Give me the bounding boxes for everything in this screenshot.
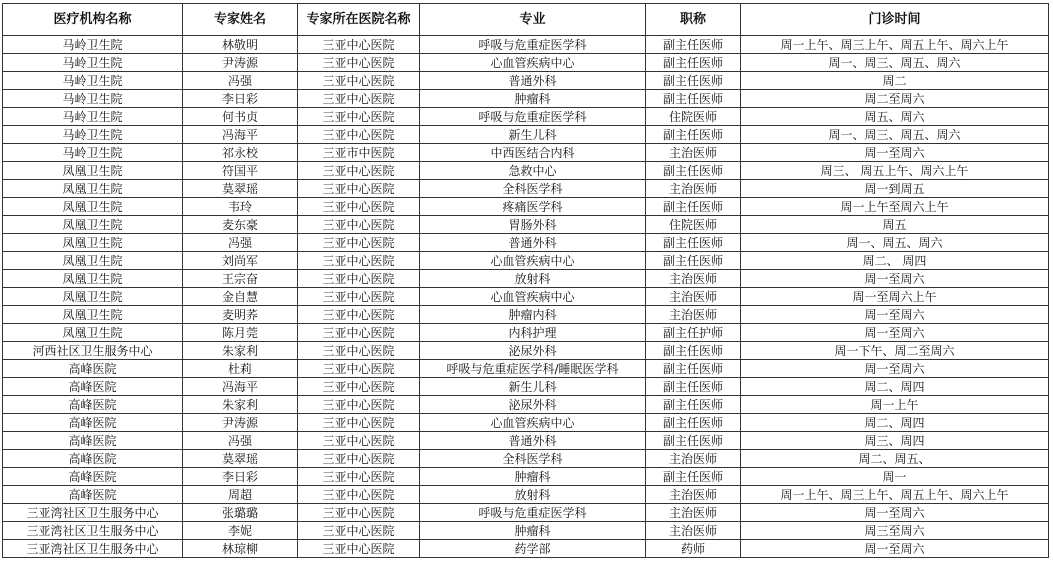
expert-name-cell: 麦东豪 <box>183 216 298 234</box>
table-row <box>3 180 1049 198</box>
clinic-hours-cell: 周三至周六 <box>741 522 1049 540</box>
table-row <box>3 90 1049 108</box>
specialty-cell: 药学部 <box>420 540 646 558</box>
specialty-cell: 呼吸与危重症医学科/睡眠医学科 <box>420 360 646 378</box>
clinic-hours-cell: 周一至周六 <box>741 504 1049 522</box>
specialty-cell: 泌尿外科 <box>420 396 646 414</box>
specialty-cell: 呼吸与危重症医学科 <box>420 504 646 522</box>
hospital-cell: 三亚中心医院 <box>298 342 420 360</box>
expert-name-cell: 冯海平 <box>183 378 298 396</box>
title-cell: 主治医师 <box>646 288 741 306</box>
table-row <box>3 216 1049 234</box>
clinic-hours-cell: 周三、周四 <box>741 432 1049 450</box>
title-cell: 主治医师 <box>646 450 741 468</box>
institution-cell: 马岭卫生院 <box>3 54 183 72</box>
specialty-cell: 心血管疾病中心 <box>420 252 646 270</box>
table-row <box>3 198 1049 216</box>
expert-name-cell: 莫翠瑶 <box>183 450 298 468</box>
specialty-cell: 普通外科 <box>420 72 646 90</box>
hospital-cell: 三亚中心医院 <box>298 468 420 486</box>
specialty-cell: 肿瘤科 <box>420 90 646 108</box>
expert-name-cell: 陈月莞 <box>183 324 298 342</box>
institution-cell: 三亚湾社区卫生服务中心 <box>3 540 183 558</box>
title-cell: 副主任医师 <box>646 360 741 378</box>
institution-cell: 高峰医院 <box>3 450 183 468</box>
clinic-hours-cell: 周一、周三、周五、周六 <box>741 54 1049 72</box>
hospital-cell: 三亚中心医院 <box>298 180 420 198</box>
title-cell: 主治医师 <box>646 486 741 504</box>
title-cell: 副主任医师 <box>646 252 741 270</box>
institution-cell: 高峰医院 <box>3 468 183 486</box>
institution-cell: 三亚湾社区卫生服务中心 <box>3 504 183 522</box>
expert-name-cell: 杜莉 <box>183 360 298 378</box>
title-cell: 副主任医师 <box>646 468 741 486</box>
table-row <box>3 54 1049 72</box>
expert-name-cell: 尹涛源 <box>183 414 298 432</box>
hospital-cell: 三亚中心医院 <box>298 306 420 324</box>
specialty-cell: 呼吸与危重症医学科 <box>420 36 646 54</box>
expert-name-cell: 李妮 <box>183 522 298 540</box>
specialty-cell: 疼痛医学科 <box>420 198 646 216</box>
institution-cell: 马岭卫生院 <box>3 72 183 90</box>
table-row <box>3 504 1049 522</box>
table-row <box>3 252 1049 270</box>
title-cell: 副主任医师 <box>646 414 741 432</box>
clinic-hours-cell: 周二 <box>741 72 1049 90</box>
table-body <box>3 36 1049 558</box>
institution-cell: 凤凰卫生院 <box>3 270 183 288</box>
title-cell: 药师 <box>646 540 741 558</box>
clinic-hours-cell: 周一 <box>741 468 1049 486</box>
title-cell: 主治医师 <box>646 144 741 162</box>
clinic-hours-cell: 周一至周六 <box>741 324 1049 342</box>
table-row <box>3 72 1049 90</box>
specialty-cell: 呼吸与危重症医学科 <box>420 108 646 126</box>
title-cell: 副主任医师 <box>646 378 741 396</box>
institution-cell: 三亚湾社区卫生服务中心 <box>3 522 183 540</box>
institution-cell: 河西社区卫生服务中心 <box>3 342 183 360</box>
clinic-hours-cell: 周三、 周五上午、周六上午 <box>741 162 1049 180</box>
column-header-clinic-hours: 门诊时间 <box>741 4 1049 36</box>
clinic-hours-cell: 周一至周六 <box>741 540 1049 558</box>
clinic-hours-cell: 周一、周五、周六 <box>741 234 1049 252</box>
title-cell: 副主任医师 <box>646 126 741 144</box>
specialty-cell: 新生儿科 <box>420 126 646 144</box>
clinic-hours-cell: 周二、 周四 <box>741 252 1049 270</box>
institution-cell: 马岭卫生院 <box>3 126 183 144</box>
clinic-hours-cell: 周二至周六 <box>741 90 1049 108</box>
specialty-cell: 放射科 <box>420 270 646 288</box>
clinic-hours-cell: 周一、周三、周五、周六 <box>741 126 1049 144</box>
clinic-hours-cell: 周一至周六上午 <box>741 288 1049 306</box>
specialty-cell: 新生儿科 <box>420 378 646 396</box>
institution-cell: 凤凰卫生院 <box>3 252 183 270</box>
hospital-cell: 三亚中心医院 <box>298 108 420 126</box>
expert-name-cell: 朱家利 <box>183 342 298 360</box>
specialty-cell: 胃肠外科 <box>420 216 646 234</box>
title-cell: 主治医师 <box>646 180 741 198</box>
clinic-hours-cell: 周一至周六 <box>741 360 1049 378</box>
title-cell: 副主任医师 <box>646 396 741 414</box>
table-row <box>3 360 1049 378</box>
table-row <box>3 324 1049 342</box>
title-cell: 副主任医师 <box>646 342 741 360</box>
expert-name-cell: 林琼柳 <box>183 540 298 558</box>
column-header-title: 职称 <box>646 4 741 36</box>
table-row <box>3 540 1049 558</box>
hospital-cell: 三亚中心医院 <box>298 504 420 522</box>
expert-name-cell: 李日彩 <box>183 90 298 108</box>
clinic-hours-cell: 周一上午至周六上午 <box>741 198 1049 216</box>
column-header-institution: 医疗机构名称 <box>3 4 183 36</box>
table-row <box>3 162 1049 180</box>
institution-cell: 凤凰卫生院 <box>3 288 183 306</box>
hospital-cell: 三亚中心医院 <box>298 414 420 432</box>
column-header-specialty: 专业 <box>420 4 646 36</box>
hospital-cell: 三亚中心医院 <box>298 270 420 288</box>
hospital-cell: 三亚中心医院 <box>298 252 420 270</box>
institution-cell: 高峰医院 <box>3 396 183 414</box>
expert-name-cell: 朱家利 <box>183 396 298 414</box>
expert-name-cell: 莫翠瑶 <box>183 180 298 198</box>
title-cell: 副主任医师 <box>646 36 741 54</box>
specialty-cell: 心血管疾病中心 <box>420 54 646 72</box>
table-row <box>3 450 1049 468</box>
institution-cell: 马岭卫生院 <box>3 108 183 126</box>
hospital-cell: 三亚中心医院 <box>298 126 420 144</box>
hospital-cell: 三亚中心医院 <box>298 72 420 90</box>
specialty-cell: 普通外科 <box>420 432 646 450</box>
institution-cell: 凤凰卫生院 <box>3 198 183 216</box>
hospital-cell: 三亚中心医院 <box>298 54 420 72</box>
hospital-cell: 三亚中心医院 <box>298 450 420 468</box>
table-row <box>3 378 1049 396</box>
table-row <box>3 306 1049 324</box>
expert-name-cell: 麦明荞 <box>183 306 298 324</box>
table-row <box>3 234 1049 252</box>
clinic-hours-cell: 周二、周五、 <box>741 450 1049 468</box>
specialty-cell: 普通外科 <box>420 234 646 252</box>
clinic-schedule-table <box>2 3 1049 558</box>
table-row <box>3 432 1049 450</box>
title-cell: 副主任医师 <box>646 162 741 180</box>
table-row <box>3 486 1049 504</box>
hospital-cell: 三亚中心医院 <box>298 90 420 108</box>
title-cell: 副主任护师 <box>646 324 741 342</box>
hospital-cell: 三亚中心医院 <box>298 360 420 378</box>
table-row <box>3 342 1049 360</box>
institution-cell: 高峰医院 <box>3 360 183 378</box>
table-row <box>3 414 1049 432</box>
column-header-expert-hospital: 专家所在医院名称 <box>298 4 420 36</box>
specialty-cell: 全科医学科 <box>420 450 646 468</box>
expert-name-cell: 冯强 <box>183 432 298 450</box>
expert-name-cell: 刘尚军 <box>183 252 298 270</box>
title-cell: 住院医师 <box>646 216 741 234</box>
hospital-cell: 三亚中心医院 <box>298 522 420 540</box>
hospital-cell: 三亚中心医院 <box>298 36 420 54</box>
clinic-hours-cell: 周一上午 <box>741 396 1049 414</box>
clinic-hours-cell: 周一到周五 <box>741 180 1049 198</box>
title-cell: 主治医师 <box>646 522 741 540</box>
specialty-cell: 内科护理 <box>420 324 646 342</box>
institution-cell: 凤凰卫生院 <box>3 234 183 252</box>
hospital-cell: 三亚中心医院 <box>298 432 420 450</box>
table-row <box>3 396 1049 414</box>
header-row <box>3 4 1049 36</box>
clinic-hours-cell: 周一下午、周二至周六 <box>741 342 1049 360</box>
specialty-cell: 心血管疾病中心 <box>420 288 646 306</box>
specialty-cell: 肿瘤科 <box>420 468 646 486</box>
institution-cell: 马岭卫生院 <box>3 36 183 54</box>
table-row <box>3 468 1049 486</box>
title-cell: 副主任医师 <box>646 72 741 90</box>
expert-name-cell: 冯海平 <box>183 126 298 144</box>
institution-cell: 高峰医院 <box>3 414 183 432</box>
institution-cell: 高峰医院 <box>3 486 183 504</box>
clinic-hours-cell: 周一至周六 <box>741 270 1049 288</box>
expert-name-cell: 尹涛源 <box>183 54 298 72</box>
specialty-cell: 急救中心 <box>420 162 646 180</box>
title-cell: 副主任医师 <box>646 54 741 72</box>
table-row <box>3 36 1049 54</box>
clinic-hours-cell: 周一至周六 <box>741 306 1049 324</box>
hospital-cell: 三亚中心医院 <box>298 198 420 216</box>
institution-cell: 马岭卫生院 <box>3 144 183 162</box>
expert-name-cell: 祁永校 <box>183 144 298 162</box>
expert-name-cell: 韦玲 <box>183 198 298 216</box>
specialty-cell: 全科医学科 <box>420 180 646 198</box>
institution-cell: 凤凰卫生院 <box>3 162 183 180</box>
title-cell: 副主任医师 <box>646 198 741 216</box>
expert-name-cell: 张璐璐 <box>183 504 298 522</box>
expert-name-cell: 林敬明 <box>183 36 298 54</box>
hospital-cell: 三亚中心医院 <box>298 234 420 252</box>
clinic-hours-cell: 周一至周六 <box>741 144 1049 162</box>
institution-cell: 马岭卫生院 <box>3 90 183 108</box>
title-cell: 主治医师 <box>646 270 741 288</box>
title-cell: 主治医师 <box>646 504 741 522</box>
institution-cell: 高峰医院 <box>3 378 183 396</box>
table-row <box>3 522 1049 540</box>
hospital-cell: 三亚中心医院 <box>298 540 420 558</box>
expert-name-cell: 金自慧 <box>183 288 298 306</box>
table-row <box>3 288 1049 306</box>
expert-name-cell: 符国平 <box>183 162 298 180</box>
specialty-cell: 心血管疾病中心 <box>420 414 646 432</box>
institution-cell: 高峰医院 <box>3 432 183 450</box>
clinic-hours-cell: 周一上午、周三上午、周五上午、周六上午 <box>741 486 1049 504</box>
institution-cell: 凤凰卫生院 <box>3 216 183 234</box>
expert-name-cell: 周超 <box>183 486 298 504</box>
title-cell: 副主任医师 <box>646 90 741 108</box>
expert-name-cell: 何书贞 <box>183 108 298 126</box>
specialty-cell: 肿瘤科 <box>420 522 646 540</box>
institution-cell: 凤凰卫生院 <box>3 324 183 342</box>
expert-name-cell: 冯强 <box>183 234 298 252</box>
table-row <box>3 126 1049 144</box>
specialty-cell: 肿瘤内科 <box>420 306 646 324</box>
specialty-cell: 泌尿外科 <box>420 342 646 360</box>
institution-cell: 凤凰卫生院 <box>3 306 183 324</box>
title-cell: 主治医师 <box>646 306 741 324</box>
hospital-cell: 三亚中心医院 <box>298 486 420 504</box>
institution-cell: 凤凰卫生院 <box>3 180 183 198</box>
clinic-hours-cell: 周五 <box>741 216 1049 234</box>
hospital-cell: 三亚中心医院 <box>298 396 420 414</box>
hospital-cell: 三亚中心医院 <box>298 324 420 342</box>
hospital-cell: 三亚中心医院 <box>298 378 420 396</box>
clinic-hours-cell: 周二、周四 <box>741 378 1049 396</box>
hospital-cell: 三亚市中医院 <box>298 144 420 162</box>
hospital-cell: 三亚中心医院 <box>298 216 420 234</box>
specialty-cell: 中西医结合内科 <box>420 144 646 162</box>
title-cell: 副主任医师 <box>646 234 741 252</box>
title-cell: 住院医师 <box>646 108 741 126</box>
table-row <box>3 270 1049 288</box>
expert-name-cell: 李日彩 <box>183 468 298 486</box>
column-header-expert-name: 专家姓名 <box>183 4 298 36</box>
expert-name-cell: 冯强 <box>183 72 298 90</box>
table-row <box>3 144 1049 162</box>
hospital-cell: 三亚中心医院 <box>298 288 420 306</box>
title-cell: 副主任医师 <box>646 432 741 450</box>
specialty-cell: 放射科 <box>420 486 646 504</box>
clinic-hours-cell: 周一上午、周三上午、周五上午、周六上午 <box>741 36 1049 54</box>
hospital-cell: 三亚中心医院 <box>298 162 420 180</box>
clinic-hours-cell: 周五、周六 <box>741 108 1049 126</box>
expert-name-cell: 王宗奋 <box>183 270 298 288</box>
clinic-hours-cell: 周二、周四 <box>741 414 1049 432</box>
table-row <box>3 108 1049 126</box>
